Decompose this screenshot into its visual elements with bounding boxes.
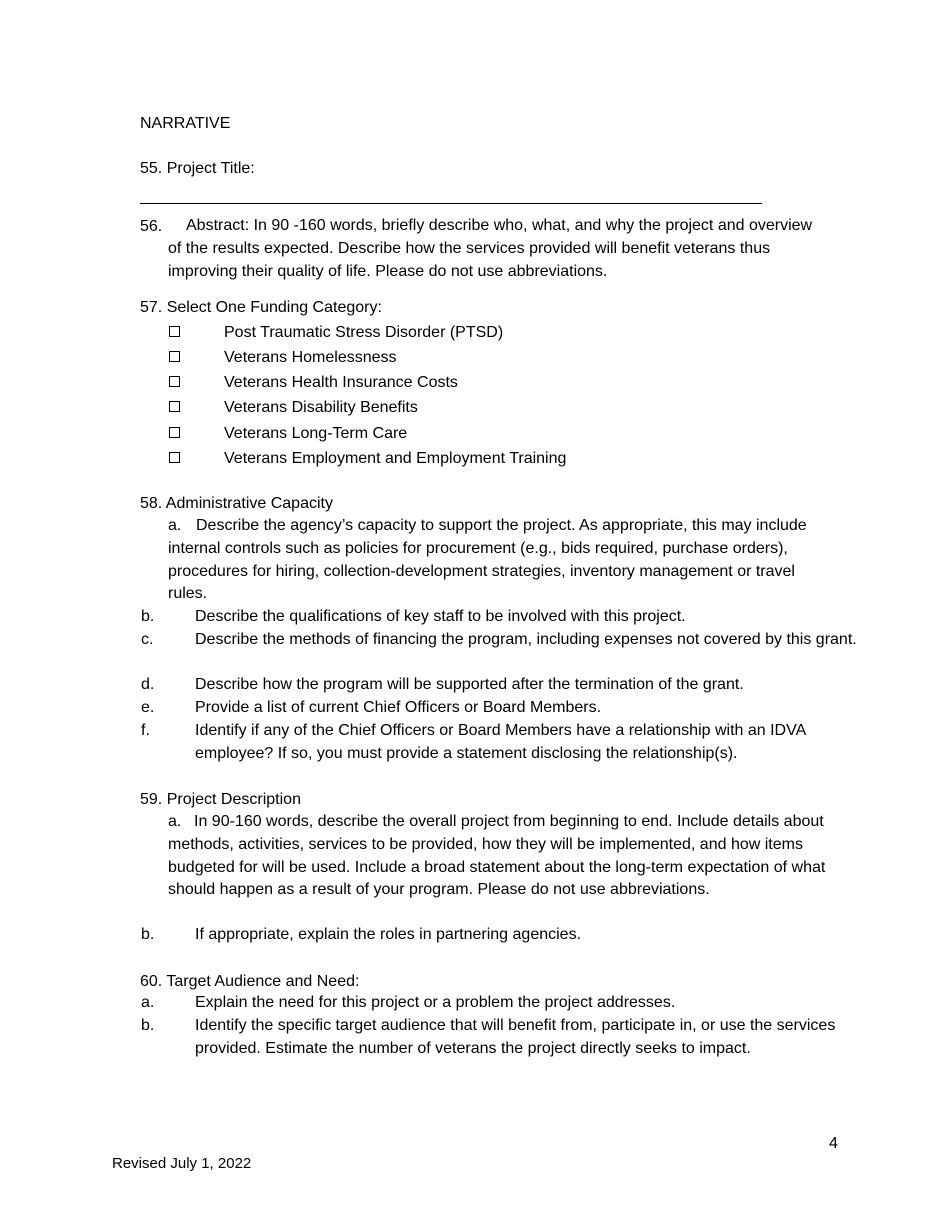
q58-item-b-text: Describe the qualifications of key staff to be involved with this project. [195, 608, 686, 625]
q58-item-f-marker: f. [141, 722, 150, 739]
q58-item-d-text: Describe how the program will be supported after the termination of the grant. [195, 676, 744, 693]
q58-item-e-text: Provide a list of current Chief Officers or Board Members. [195, 699, 602, 716]
revised-date: Revised July 1, 2022 [112, 1155, 252, 1172]
q56-text [140, 215, 828, 283]
checkbox-long-term-care[interactable] [169, 427, 180, 438]
q59-item-b-text: If appropriate, explain the roles in partnering agencies. [195, 926, 582, 943]
q58-item-b-marker: b. [141, 608, 155, 625]
q56-abstract: Abstract: In 90 -160 words, briefly describe who, what, and why the project and overview of the results expected. Describe how the services provided will benefit veterans thus improving their quality of life. Please do not use abbreviations. [168, 217, 813, 280]
q58-item-e [141, 697, 865, 720]
option-health-insurance: Veterans Health Insurance Costs [224, 374, 458, 391]
q58-item-d [141, 674, 865, 697]
q60-item-b-text: Identify the specific target audience that will benefit from, participate in, or use the services provided. Estimate the number of veterans the project directly seeks to impact. [195, 1017, 836, 1057]
q59-item-a-marker: a. [168, 813, 182, 830]
option-employment-training: Veterans Employment and Employment Training [224, 450, 567, 467]
q57-label: 57. Select One Funding Category: [140, 299, 382, 316]
q59-item-a-text: In 90-160 words, describe the overall project from beginning to end. Include details about methods, activities, services to be provided, how they will be implemented, and how items budgeted for will be used. Include a broad statement about the long-term expectation of what should happen as a result of your program. Please do not use abbreviations. [168, 813, 826, 899]
checkbox-employment-training[interactable] [169, 452, 180, 463]
q58-item-b [141, 606, 865, 629]
section-title: NARRATIVE [140, 115, 231, 132]
q58-item-a-text: Describe the agency’s capacity to support the project. As appropriate, this may include internal controls such as policies for procurement (e.g., bids required, purchase orders), procedures for hiring, collection-development strategies, inventory management or travel rules. [168, 517, 807, 603]
q55-label: 55. Project Title: [140, 160, 255, 177]
project-title-line[interactable] [140, 203, 762, 204]
q59-item-b-marker: b. [141, 926, 155, 943]
q58-item-f [141, 720, 865, 766]
option-disability-benefits: Veterans Disability Benefits [224, 399, 418, 416]
checkbox-homelessness[interactable] [169, 351, 180, 362]
page-number: 4 [829, 1135, 838, 1152]
q60-item-a-marker: a. [141, 994, 155, 1011]
q59-item-a [168, 811, 838, 902]
q59-label: 59. Project Description [140, 791, 301, 808]
q60-item-a [141, 992, 865, 1015]
q59-item-b [141, 924, 865, 947]
q58-item-a [168, 515, 838, 606]
q60-item-a-text: Explain the need for this project or a problem the project addresses. [195, 994, 676, 1011]
q58-item-c [141, 629, 865, 652]
option-homelessness: Veterans Homelessness [224, 349, 397, 366]
q60-item-b-marker: b. [141, 1017, 155, 1034]
checkbox-health-insurance[interactable] [169, 376, 180, 387]
q58-item-a-marker: a. [168, 517, 182, 534]
q58-item-c-text: Describe the methods of financing the program, including expenses not covered by this grant. [195, 631, 857, 648]
checkbox-disability-benefits[interactable] [169, 401, 180, 412]
q60-item-b [141, 1015, 865, 1061]
option-long-term-care: Veterans Long-Term Care [224, 425, 408, 442]
q60-label: 60. Target Audience and Need: [140, 973, 360, 990]
option-ptsd: Post Traumatic Stress Disorder (PTSD) [224, 324, 504, 341]
q58-item-d-marker: d. [141, 676, 155, 693]
q56-number: 56. [140, 218, 163, 235]
checkbox-ptsd[interactable] [169, 326, 180, 337]
q58-item-c-marker: c. [141, 631, 154, 648]
q58-item-f-text: Identify if any of the Chief Officers or Board Members have a relationship with an IDVA employee? If so, you must provide a statement disclosing the relationship(s). [195, 722, 806, 762]
q58-item-e-marker: e. [141, 699, 155, 716]
q58-label: 58. Administrative Capacity [140, 495, 333, 512]
